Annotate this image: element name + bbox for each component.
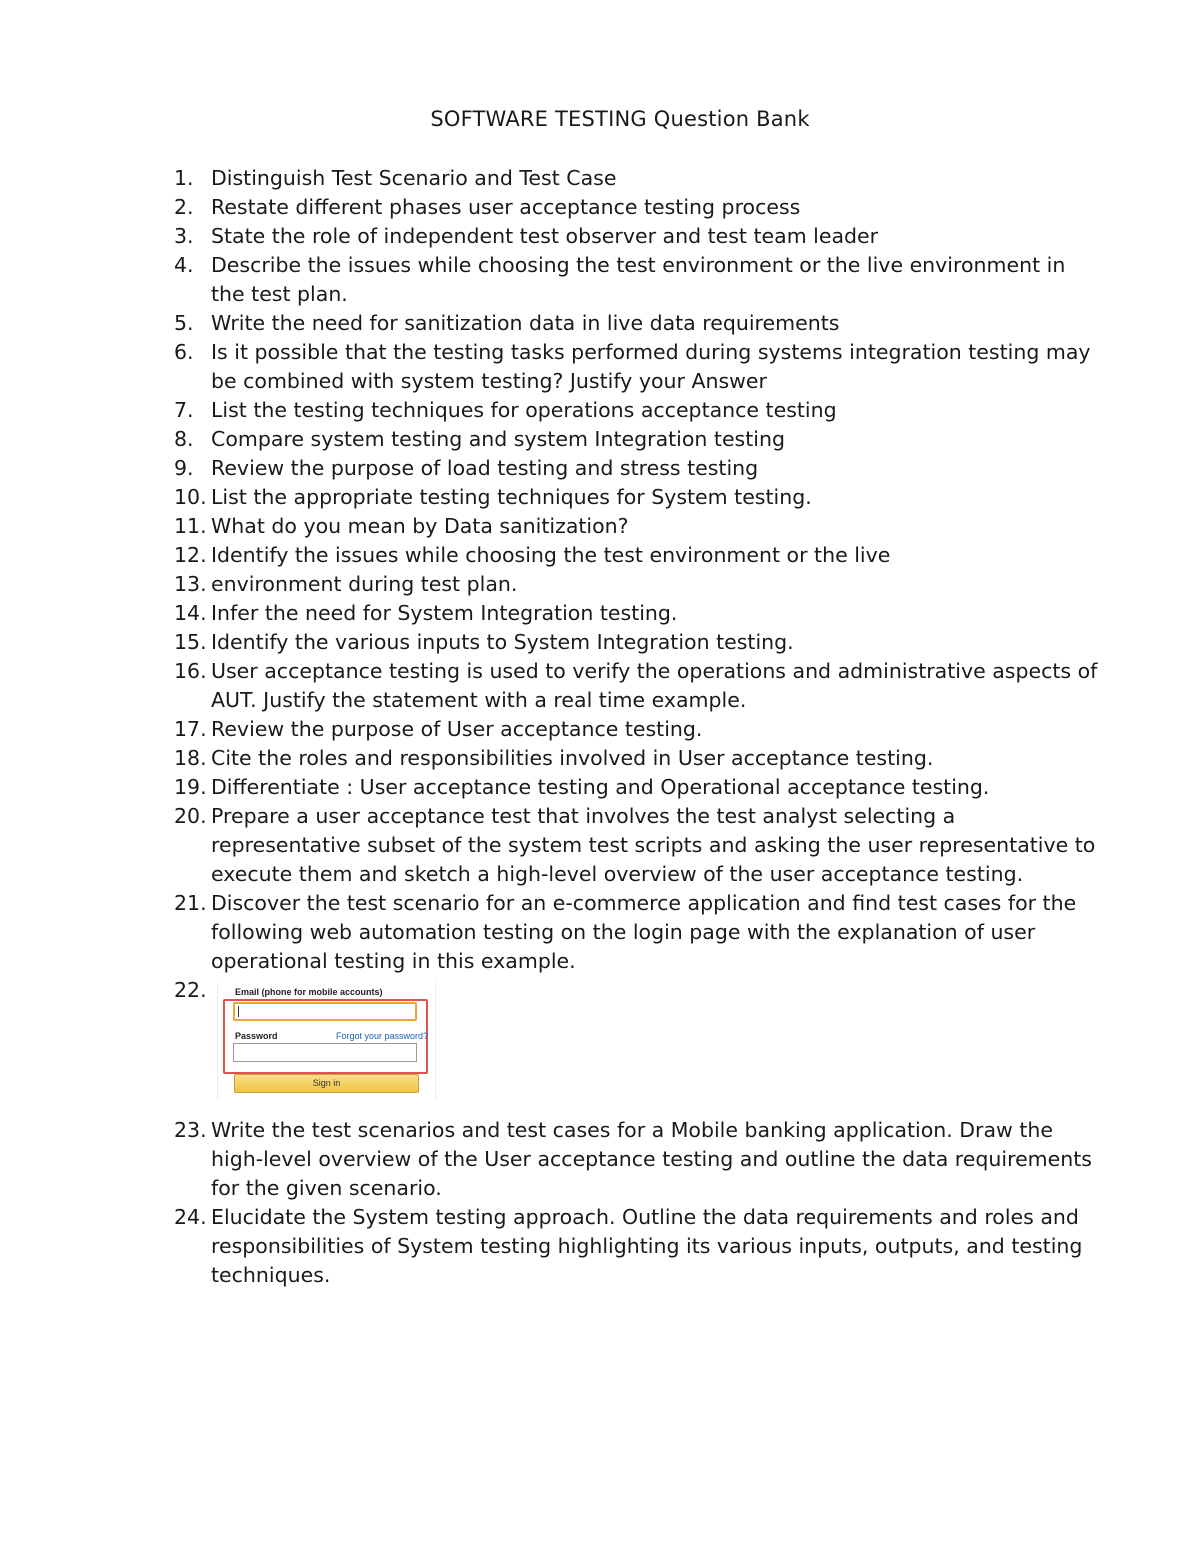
question-item: [174, 164, 1104, 193]
text-caret: [238, 1006, 239, 1017]
question-text: Review the purpose of load testing and stress testing: [211, 456, 759, 480]
question-text: Infer the need for System Integration testing.: [211, 601, 678, 625]
question-number: 21.: [174, 891, 207, 915]
question-number: 17.: [174, 717, 207, 741]
question-number: 2.: [174, 195, 194, 219]
question-text: Identify the issues while choosing the test environment or the live: [211, 543, 891, 567]
question-item: [174, 338, 1104, 396]
question-number: 12.: [174, 543, 207, 567]
password-label: Password: [235, 1031, 278, 1041]
question-number: 10.: [174, 485, 207, 509]
question-text: Identify the various inputs to System Integration testing.: [211, 630, 794, 654]
question-number: 15.: [174, 630, 207, 654]
question-item: [174, 773, 1104, 802]
question-item: [174, 251, 1104, 309]
question-item: [174, 715, 1104, 744]
password-field: [233, 1043, 417, 1062]
question-number: 23.: [174, 1118, 207, 1142]
question-item: [174, 483, 1104, 512]
question-text: User acceptance testing is used to verify the operations and administrative aspects of AUT. Justify the statement with a real time example.: [211, 659, 1098, 712]
question-number: 1.: [174, 166, 194, 190]
question-item: [174, 802, 1104, 889]
question-item: [174, 599, 1104, 628]
question-text: Cite the roles and responsibilities involved in User acceptance testing.: [211, 746, 934, 770]
forgot-password-link: Forgot your password?: [336, 1031, 429, 1041]
question-item: [174, 222, 1104, 251]
question-item: [174, 396, 1104, 425]
question-number: 24.: [174, 1205, 207, 1229]
question-text: What do you mean by Data sanitization?: [211, 514, 629, 538]
question-item: [174, 309, 1104, 338]
question-item: [174, 541, 1104, 570]
question-text: Differentiate : User acceptance testing and Operational acceptance testing.: [211, 775, 990, 799]
question-number: 4.: [174, 253, 194, 277]
question-text: Write the need for sanitization data in live data requirements: [211, 311, 840, 335]
question-text: List the testing techniques for operations acceptance testing: [211, 398, 837, 422]
question-number: 9.: [174, 456, 194, 480]
question-text: Restate different phases user acceptance testing process: [211, 195, 801, 219]
question-text: Distinguish Test Scenario and Test Case: [211, 166, 617, 190]
page-title: SOFTWARE TESTING Question Bank: [430, 107, 810, 131]
question-text: Write the test scenarios and test cases for a Mobile banking application. Draw the high-level overview of the User acceptance testing and outline the data requirements for the given scenario.: [211, 1118, 1092, 1200]
email-field: [233, 1002, 417, 1021]
question-number: 20.: [174, 804, 207, 828]
question-number: 18.: [174, 746, 207, 770]
question-number: 22.: [174, 978, 207, 1002]
question-number: 19.: [174, 775, 207, 799]
question-text: State the role of independent test observer and test team leader: [211, 224, 879, 248]
question-item-figure: [174, 976, 1104, 1116]
question-item: [174, 628, 1104, 657]
question-item: [174, 889, 1104, 976]
question-number: 13.: [174, 572, 207, 596]
login-form-screenshot: [217, 982, 436, 1100]
question-number: 8.: [174, 427, 194, 451]
question-item: [174, 425, 1104, 454]
email-label: Email (phone for mobile accounts): [235, 987, 383, 997]
question-text: Discover the test scenario for an e-commerce application and find test cases for the following web automation testing on the login page with the explanation of user operational testing in this example.: [211, 891, 1077, 973]
question-text: Describe the issues while choosing the test environment or the live environment in the test plan.: [211, 253, 1066, 306]
question-text: Compare system testing and system Integration testing: [211, 427, 785, 451]
question-number: 3.: [174, 224, 194, 248]
question-text: environment during test plan.: [211, 572, 518, 596]
question-number: 5.: [174, 311, 194, 335]
sign-in-button: Sign in: [234, 1074, 419, 1093]
question-text: Review the purpose of User acceptance testing.: [211, 717, 703, 741]
question-number: 6.: [174, 340, 194, 364]
question-text: List the appropriate testing techniques for System testing.: [211, 485, 812, 509]
question-item: [174, 454, 1104, 483]
question-item: [174, 1203, 1104, 1290]
question-item: [174, 744, 1104, 773]
question-item: [174, 193, 1104, 222]
question-number: 16.: [174, 659, 207, 683]
question-list: [174, 164, 1104, 1290]
question-text: Prepare a user acceptance test that involves the test analyst selecting a representative subset of the system test scripts and asking the user representative to execute them and sketch a high-level overview of the user acceptance testing.: [211, 804, 1096, 886]
question-item: [174, 657, 1104, 715]
question-text: Is it possible that the testing tasks performed during systems integration testing may be combined with system testing? Justify your Answer: [211, 340, 1091, 393]
question-item: [174, 512, 1104, 541]
question-text: Elucidate the System testing approach. Outline the data requirements and roles and responsibilities of System testing highlighting its various inputs, outputs, and testing techniques.: [211, 1205, 1083, 1287]
question-number: 11.: [174, 514, 207, 538]
question-number: 14.: [174, 601, 207, 625]
question-item: [174, 570, 1104, 599]
question-number: 7.: [174, 398, 194, 422]
question-item: [174, 1116, 1104, 1203]
